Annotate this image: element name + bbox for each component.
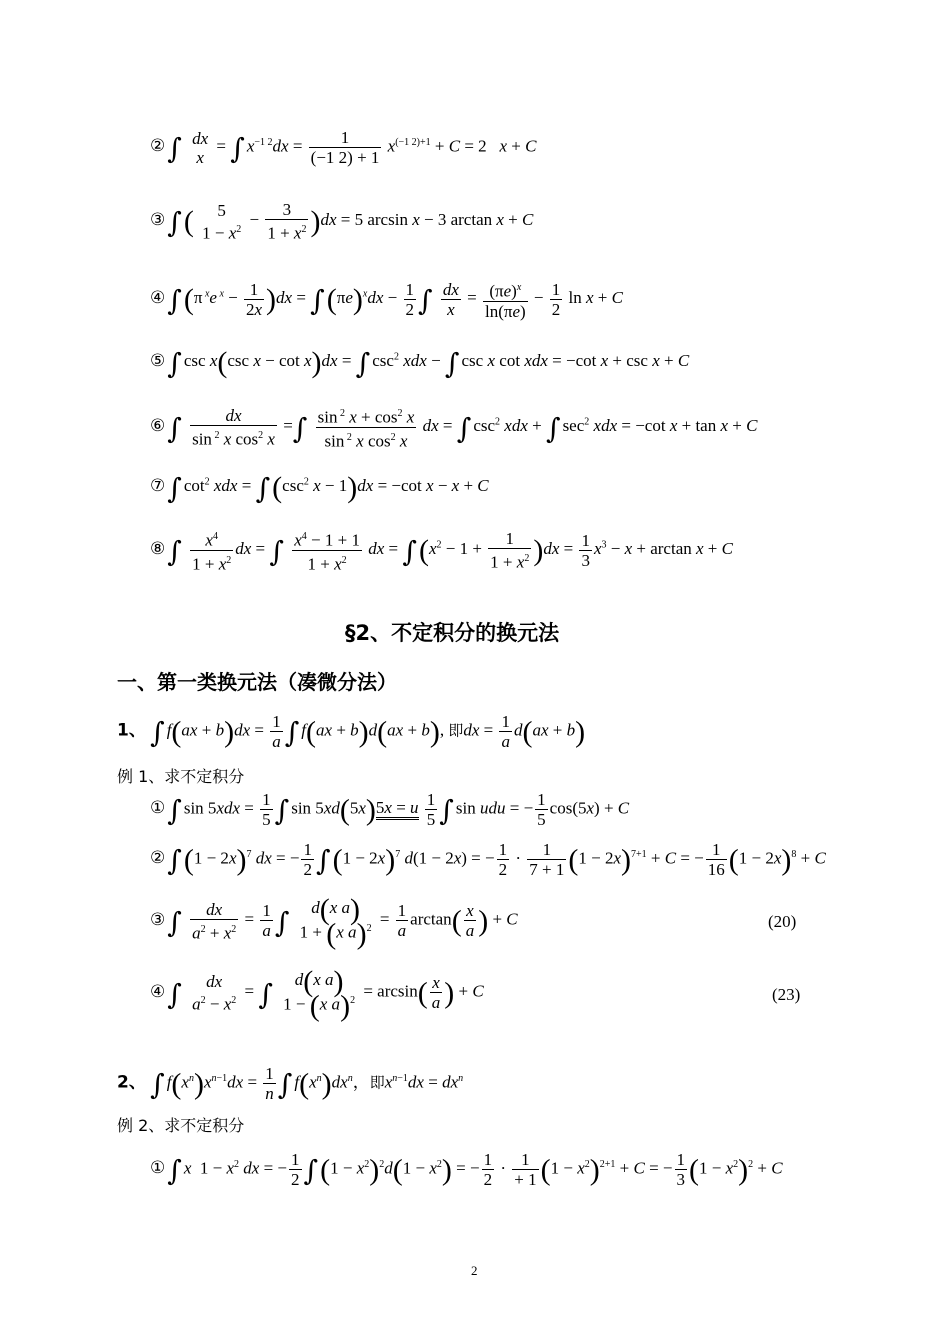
formula-5: ⑤∫ csc x(csc x − cot x)dx = ∫ $\csc^2$ xdx − ∫ csc x cot xdx = −cot x + csc x + C — [150, 346, 690, 380]
marker: ④ — [150, 288, 166, 309]
rule-2-tail: 即 — [369, 1073, 385, 1092]
marker: ① — [150, 1158, 166, 1179]
marker: ⑤ — [150, 351, 166, 371]
formula-4: ④∫(π $^x$e $^x$ − $\frac{1}{2x}$ )$dx = \int(\pi e)^xdx$ − $\frac{1}{2}$ ∫ $\frac{dx}{x}$ = $\frac{(\pi e)^x}{\ln(\pi e)}$ − $\frac{1}{2}$ ln x + C — [150, 279, 623, 321]
formula-6: ⑥∫ $\frac{dx}{\sin ^2 x \cos^2 x}$ =∫ $\frac{\sin ^2 x + \cos^2 x}{\sin ^2 x \cos^2 x}$ dx = ∫ $\csc^2$ xdx + ∫ $\sec^2$ xdx = −cot x + tan x + C — [150, 405, 758, 451]
formula-3: ③∫( 5 $1 - x^2$ − $\frac{3}{1 + x^2}$ )dx = 5 arcsin x − 3 arctan x + C — [150, 200, 534, 243]
example-1-formula-1: ①∫ sin 5xdx = $\frac{1}{5}$ ∫ sin 5xd(5x)5x = u $\frac{1}{5}$ ∫ sin udu = − $\frac{1}{5}$ cos(5x) + C — [150, 790, 630, 829]
equation-number: (23) — [772, 985, 801, 1004]
example-1-formula-3: ③∫ $\frac{dx}{a^2 + x^2}$ = $\frac{1}{a}$ ∫ d(x a) 1 + (x a)$^2$ = $\frac{1}{a}$ arctan( $\frac{x}{a}$ ) + C — [150, 893, 518, 951]
formula-8: ⑧∫ $\frac{x^4}{1 + x^2}$ dx = ∫ $\frac{x^4 - 1 + 1}{1 + x^2}$ dx = $\int(x^2 - 1$ + $\frac{1}{1 + x^2}$ )dx = $\frac{1}{3}$ $x^3 - x + \arctan x + C$ — [150, 528, 733, 574]
page-number: 2 — [471, 1263, 478, 1278]
marker: ③ — [150, 210, 166, 231]
rule-2: 2、 ∫ $f(x^n)x^{n-1}dx$ = $\frac{1}{n}$ ∫ $f(x^n)dx^n$，即$x^{n-1}dx = dx^n$ — [117, 1064, 464, 1103]
marker: ④ — [150, 981, 166, 1002]
rule-1-tail: 即 — [448, 721, 464, 740]
marker: ⑧ — [150, 539, 166, 560]
example-1-label: 例 1、求不定积分 — [117, 767, 245, 786]
example-1-formula-2: ②∫(1 − 2x)$^7$ dx = − $\frac{1}{2}$ $\int(1 - 2x)^7$ d(1 − 2x) = − $\frac{1}{2}$ · $\frac{1}{7 + 1}$ $(1 - 2x)^{7+1} + C$ = − $\frac{1}{16}$ $(1 - 2x)^8 + C$ — [150, 840, 826, 879]
formula-7: ⑦∫ $\cot^2$ xdx = $\int(\csc^2$ x − 1)dx = −cot x − x + C — [150, 471, 489, 505]
section-subtitle: 一、第一类换元法（凑微分法） — [117, 670, 397, 694]
marker: ② — [150, 136, 166, 157]
marker: ⑦ — [150, 476, 166, 496]
formula-2: ②∫ dx x = ∫ $x^{-1 2}dx$ = $\frac{1}{(-1 2) + 1}$ $x^{(-1 2)+1} + C = 2$ x + C — [150, 128, 537, 167]
marker: ① — [150, 798, 166, 819]
example-2-formula-1: ①∫ x $1 - x^2$ dx = − $\frac{1}{2}$ $\int(1 - x^2)^2d(1 - x^2)$ = − $\frac{1}{2}$ · $\frac{1}{+ 1}$ $(1 - x^2)^{2+1} + C$ = − $\frac{1}{3}$ $(1 - x^2)^2 + C$ — [150, 1150, 783, 1189]
equation-number: (20) — [768, 912, 797, 931]
marker: ② — [150, 848, 166, 869]
example-1-formula-4: ④∫ dx $a^2 - x^2$ = ∫ d(x a) 1 − (x a)$^2$ = arcsin( $\frac{x}{a}$ ) + C — [150, 965, 484, 1023]
item-number: 1、 — [117, 720, 146, 741]
rule-1: 1、 ∫ f(ax + b)dx = $\frac{1}{a}$ ∫ f(ax + b)d(ax + b), 即dx = $\frac{1}{a}$ d(ax + b) — [117, 712, 586, 751]
item-number: 2、 — [117, 1072, 146, 1093]
marker: ③ — [150, 909, 166, 930]
marker: ⑥ — [150, 416, 166, 437]
section-title: §2、不定积分的换元法 — [345, 621, 560, 645]
example-2-label: 例 2、求不定积分 — [117, 1116, 245, 1135]
